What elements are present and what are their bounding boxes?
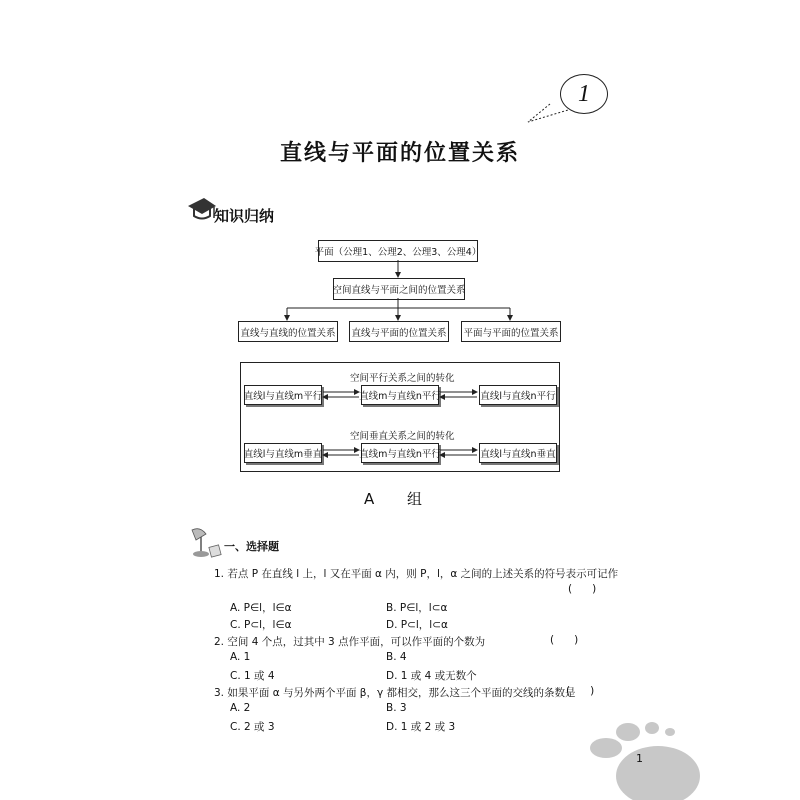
branch-box-line-plane: 直线与平面的位置关系	[349, 321, 449, 342]
question-2-option-d: D. 1 或 4 或无数个	[386, 670, 477, 682]
question-1-option-c: C. P⊂l，l∈α	[230, 619, 292, 631]
question-2-option-b: B. 4	[386, 651, 407, 663]
question-3-option-b: B. 3	[386, 702, 407, 714]
subsection-heading: 一、选择题	[224, 540, 279, 553]
question-3-option-d: D. 1 或 2 或 3	[386, 721, 456, 733]
branch-box-line-line: 直线与直线的位置关系	[238, 321, 338, 342]
diagram-top-box: 平面（公理1、公理2、公理3、公理4）	[318, 240, 478, 262]
question-3-text: 3. 如果平面 α 与另外两个平面 β，γ 都相交，那么这三个平面的交线的条数是	[214, 687, 576, 699]
perpendicular-item-mn: 直线m与直线n平行	[361, 443, 439, 463]
question-2-option-a: A. 1	[230, 651, 251, 663]
perpendicular-item-ln: 直线l与直线n垂直	[479, 443, 557, 463]
diagram-middle-box: 空间直线与平面之间的位置关系	[333, 278, 465, 300]
parallel-item-lm: 直线l与直线m平行	[244, 385, 322, 405]
question-1-answer-blank: ( )	[568, 583, 597, 595]
parallel-transform-title: 空间平行关系之间的转化	[350, 373, 455, 384]
perpendicular-item-lm: 直线l与直线m垂直	[244, 443, 322, 463]
page-title: 直线与平面的位置关系	[279, 141, 520, 166]
question-2-option-c: C. 1 或 4	[230, 670, 275, 682]
perpendicular-transform-title: 空间垂直关系之间的转化	[350, 431, 455, 442]
question-3-answer-blank: ( )	[566, 685, 595, 697]
question-1-option-d: D. P⊂l，l⊂α	[386, 619, 448, 631]
question-3-option-c: C. 2 或 3	[230, 721, 275, 733]
branch-box-plane-plane: 平面与平面的位置关系	[461, 321, 561, 342]
question-3-option-a: A. 2	[230, 702, 251, 714]
question-1-option-b: B. P∈l，l⊂α	[386, 602, 448, 614]
question-1-text: 1. 若点 P 在直线 l 上，l 又在平面 α 内，则 P，l，α 之间的上述关系的符号表示可记作	[214, 568, 619, 580]
lamp-icon	[184, 526, 224, 560]
question-2-text: 2. 空间 4 个点，过其中 3 点作平面，可以作平面的个数为	[214, 636, 486, 648]
parallel-item-ln: 直线l与直线n平行	[479, 385, 557, 405]
chapter-number-badge: 1	[560, 74, 608, 114]
question-1-option-a: A. P∈l，l∈α	[230, 602, 292, 614]
section-heading: 知识归纳	[214, 207, 275, 225]
question-2-answer-blank: ( )	[550, 634, 579, 646]
parallel-item-mn: 直线m与直线n平行	[361, 385, 439, 405]
page-number: 1	[636, 752, 643, 765]
group-label: A 组	[363, 490, 437, 508]
